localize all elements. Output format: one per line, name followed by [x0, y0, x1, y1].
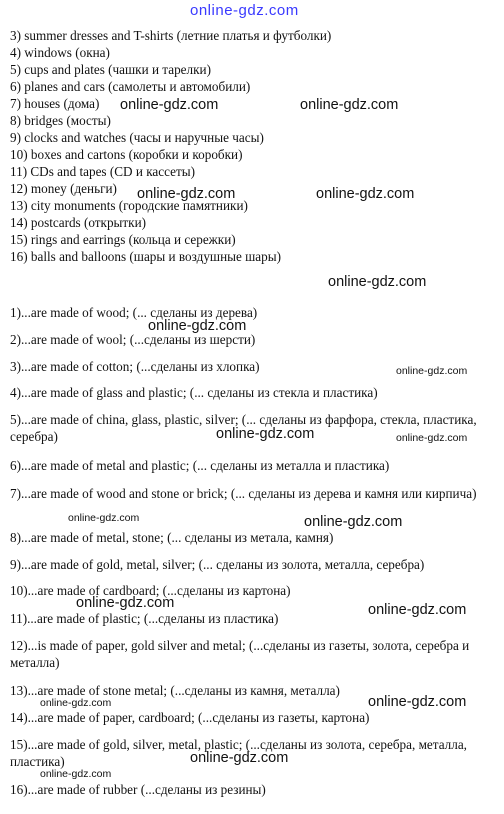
list2-item: 12)...is made of paper, gold silver and metal; (...сделаны из газеты, золота, серебра и металла)	[10, 638, 470, 670]
list1-item: 9) clocks and watches (часы и наручные часы)	[10, 130, 264, 145]
list2-item: 5)...are made of china, glass, plastic, silver; (... сделаны из фарфора, стекла, пластика, серебра)	[10, 412, 477, 444]
list2-item: 15)...are made of gold, silver, metal, plastic; (...сделаны из золота, серебра, металла, пластика)	[10, 737, 467, 769]
watermark-text: online-gdz.com	[68, 512, 140, 524]
list1-item: 8) bridges (мосты)	[10, 113, 111, 128]
watermark-text: online-gdz.com	[148, 318, 247, 334]
list2-item: 16)...are made of rubber (...сделаны из резины)	[10, 782, 266, 797]
list1-item: 4) windows (окна)	[10, 45, 110, 60]
list1-item: 13) city monuments (городские памятники)	[10, 198, 248, 213]
list1-item: 6) planes and cars (самолеты и автомобили)	[10, 79, 251, 94]
list2-item: 14)...are made of paper, cardboard; (...сделаны из газеты, картона)	[10, 710, 370, 725]
watermark-text: online-gdz.com	[328, 274, 427, 290]
list2-item: 10)...are made of cardboard; (...сделаны из картона)	[10, 583, 291, 598]
watermark-text: online-gdz.com	[76, 595, 175, 611]
list2-item: 3)...are made of cotton; (...сделаны из хлопка)	[10, 359, 260, 374]
list2-item: 4)...are made of glass and plastic; (... сделаны из стекла и пластика)	[10, 385, 378, 400]
watermark-text: online-gdz.com	[40, 697, 112, 709]
list1-item: 7) houses (дома)	[10, 96, 100, 111]
list2-item: 8)...are made of metal, stone; (... сделаны из метала, камня)	[10, 530, 334, 545]
watermark-text: online-gdz.com	[396, 365, 468, 377]
list1-item: 10) boxes and cartons (коробки и коробки)	[10, 147, 243, 162]
list1-item: 15) rings and earrings (кольца и сережки)	[10, 232, 236, 247]
watermark-text: online-gdz.com	[300, 97, 399, 113]
list2-item: 6)...are made of metal and plastic; (... сделаны из металла и пластика)	[10, 458, 390, 473]
list1-item: 16) balls and balloons (шары и воздушные шары)	[10, 249, 281, 264]
list1-item: 5) cups and plates (чашки и тарелки)	[10, 62, 211, 77]
list2-item: 9)...are made of gold, metal, silver; (... сделаны из золота, металла, серебра)	[10, 557, 425, 572]
list1-item: 14) postcards (открытки)	[10, 215, 147, 230]
list2-item: 1)...are made of wood; (... сделаны из дерева)	[10, 305, 258, 320]
list1-item: 11) CDs and tapes (CD и кассеты)	[10, 164, 196, 179]
watermark-text: online-gdz.com	[396, 432, 468, 444]
watermark-text: online-gdz.com	[316, 186, 415, 202]
list2-item: 11)...are made of plastic; (...сделаны из пластика)	[10, 611, 279, 626]
list2-item: 13)...are made of stone metal; (...сделаны из камня, металла)	[10, 683, 340, 698]
watermark-text: online-gdz.com	[40, 768, 112, 780]
list1-item: 12) money (деньги)	[10, 181, 117, 196]
watermark-text: online-gdz.com	[190, 750, 289, 766]
watermark-text: online-gdz.com	[216, 426, 315, 442]
list1-item: 3) summer dresses and T-shirts (летние платья и футболки)	[10, 28, 332, 43]
list2-item: 2)...are made of wool; (...сделаны из шерсти)	[10, 332, 256, 347]
list2-item: 7)...are made of wood and stone or brick; (... сделаны из дерева и камня или кирпича)	[10, 486, 477, 501]
watermark-text: online-gdz.com	[368, 602, 467, 618]
header-watermark: online-gdz.com	[190, 2, 299, 19]
watermark-text: online-gdz.com	[120, 97, 219, 113]
watermark-text: online-gdz.com	[368, 694, 467, 710]
watermark-text: online-gdz.com	[137, 186, 236, 202]
watermark-text: online-gdz.com	[304, 514, 403, 530]
